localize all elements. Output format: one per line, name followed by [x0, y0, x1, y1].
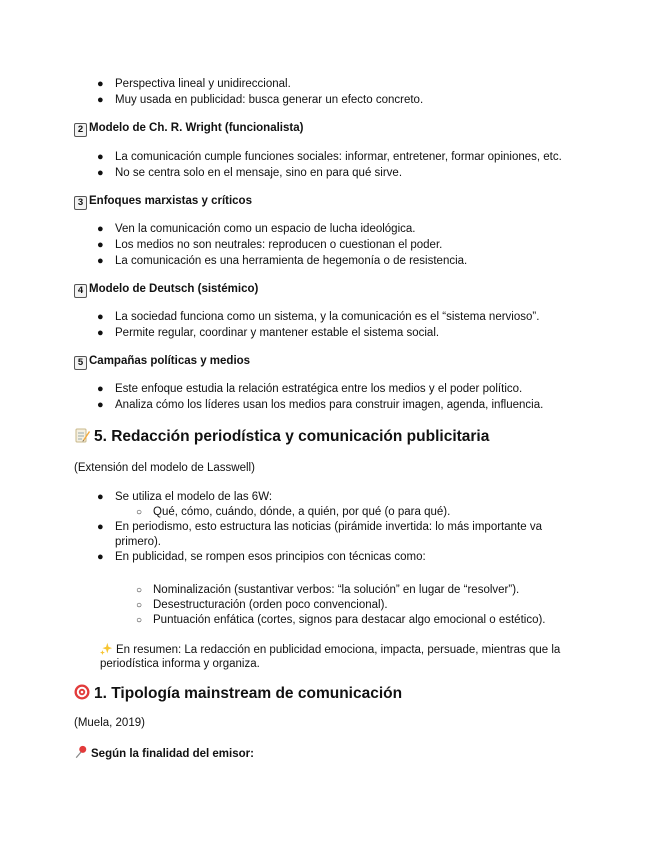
list-item: Este enfoque estudia la relación estratégica entre los medios y el poder político.: [115, 383, 523, 395]
bullet-dot: ●: [97, 255, 104, 267]
subheading-finalidad: [74, 745, 254, 762]
sparkles-icon: [100, 642, 113, 655]
section-heading-campanas: [74, 354, 250, 370]
list-item: No se centra solo en el mensaje, sino en para qué sirve.: [115, 167, 403, 179]
list-item: Se utiliza el modelo de las 6W:: [115, 491, 273, 503]
list-item: Analiza cómo los líderes usan los medios para construir imagen, agenda, influencia.: [115, 399, 544, 411]
bullet-dot: ●: [97, 94, 104, 106]
list-item: Ven la comunicación como un espacio de lucha ideológica.: [115, 223, 416, 235]
section-heading-wright: [74, 121, 303, 137]
sub-bullet-circle: ○: [136, 507, 143, 518]
summary-text: En resumen: La redacción en publicidad emociona, impacta, persuade, mientras que la: [116, 644, 561, 656]
sub-list-item: Puntuación enfática (cortes, signos para destacar algo emocional o estético).: [153, 614, 546, 626]
sub-list-item: Desestructuración (orden poco convencional).: [153, 599, 388, 611]
target-icon: [74, 684, 90, 700]
section-heading-marxistas: [74, 194, 252, 210]
section-title: Modelo de Ch. R. Wright (funcionalista): [89, 122, 304, 134]
bullet-dot: ●: [97, 399, 104, 411]
bullet-dot: ●: [97, 151, 104, 163]
heading-tipologia: [74, 684, 402, 704]
sub-list-item: Qué, cómo, cuándo, dónde, a quién, por qué (o para qué).: [153, 506, 451, 518]
bullet-dot: ●: [97, 167, 104, 179]
bullet-dot: ●: [97, 551, 104, 563]
section-title: Modelo de Deutsch (sistémico): [89, 283, 259, 295]
bullet-dot: ●: [97, 78, 104, 90]
keycap-number-icon: 3: [74, 196, 87, 210]
sub-bullet-circle: ○: [136, 585, 143, 596]
heading-text: 5. Redacción periodística y comunicación publicitaria: [94, 428, 490, 445]
list-item: Permite regular, coordinar y mantener estable el sistema social.: [115, 327, 440, 339]
list-item: Muy usada en publicidad: busca generar un efecto concreto.: [115, 94, 424, 106]
bullet-dot: ●: [97, 223, 104, 235]
list-item: En periodismo, esto estructura las noticias (pirámide invertida: lo más importante va: [115, 521, 542, 533]
list-item: Perspectiva lineal y unidireccional.: [115, 78, 291, 90]
summary-continuation: periodística informa y organiza.: [100, 658, 260, 670]
list-item: En publicidad, se rompen esos principios con técnicas como:: [115, 551, 426, 563]
sub-list-item: Nominalización (sustantivar verbos: “la solución” en lugar de “resolver”).: [153, 584, 520, 596]
note-citation: (Muela, 2019): [74, 717, 145, 729]
bullet-dot: ●: [97, 327, 104, 339]
sub-bullet-circle: ○: [136, 600, 143, 611]
list-item: Los medios no son neutrales: reproducen o cuestionan el poder.: [115, 239, 443, 251]
bullet-dot: ●: [97, 491, 104, 503]
list-item: La sociedad funciona como un sistema, y la comunicación es el “sistema nervioso”.: [115, 311, 540, 323]
section-title: Enfoques marxistas y críticos: [89, 195, 252, 207]
memo-icon: [74, 427, 90, 443]
section-heading-deutsch: [74, 282, 258, 298]
heading-text: 1. Tipología mainstream de comunicación: [94, 685, 403, 702]
list-item: La comunicación cumple funciones sociales: informar, entretener, formar opiniones, etc.: [115, 151, 562, 163]
note-extension: (Extensión del modelo de Lasswell): [74, 462, 255, 474]
bullet-dot: ●: [97, 311, 104, 323]
pushpin-icon: [74, 745, 88, 759]
bullet-dot: ●: [97, 239, 104, 251]
bullet-dot: ●: [97, 383, 104, 395]
keycap-number-icon: 5: [74, 356, 87, 370]
summary-line: [100, 642, 560, 658]
keycap-number-icon: 4: [74, 284, 87, 298]
subheading-text: Según la finalidad del emisor:: [91, 748, 254, 760]
bullet-dot: ●: [97, 521, 104, 533]
sub-bullet-circle: ○: [136, 615, 143, 626]
list-item: La comunicación es una herramienta de hegemonía o de resistencia.: [115, 255, 468, 267]
keycap-number-icon: 2: [74, 123, 87, 137]
heading-redaccion: [74, 427, 489, 447]
list-item-continuation: primero).: [115, 536, 162, 548]
section-title: Campañas políticas y medios: [89, 355, 251, 367]
